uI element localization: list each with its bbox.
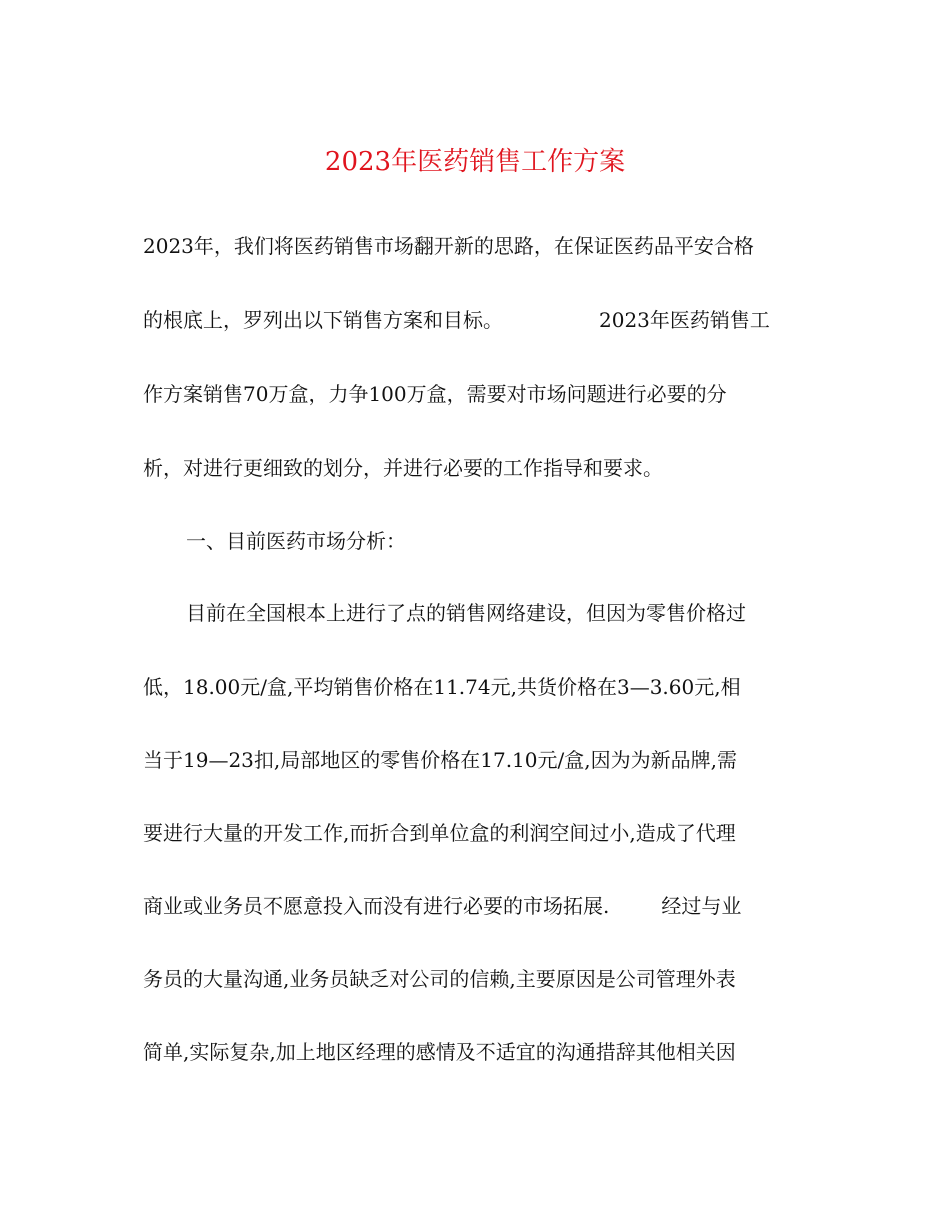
- paragraph-line-2-tail: 2023年医药销售工: [599, 308, 770, 332]
- paragraph-line-4: 析，对进行更细致的划分，并进行必要的工作指导和要求。: [143, 456, 663, 480]
- paragraph-line-10-text: 商业或业务员不愿意投入而没有进行必要的市场拓展.: [143, 894, 610, 918]
- paragraph-line-11: 务员的大量沟通,业务员缺乏对公司的信赖,主要原因是公司管理外表: [143, 967, 736, 991]
- paragraph-line-7: 低，18.00元/盒,平均销售价格在11.74元,共货价格在3—3.60元,相: [143, 675, 741, 699]
- paragraph-line-9: 要进行大量的开发工作,而折合到单位盒的利润空间过小,造成了代理: [143, 821, 736, 845]
- paragraph-line-8: 当于19—23扣,局部地区的零售价格在17.10元/盒,因为为新品牌,需: [143, 748, 737, 772]
- paragraph-line-6: 目前在全国根本上进行了点的销售网络建设，但因为零售价格过: [186, 601, 746, 625]
- paragraph-line-1: 2023年，我们将医药销售市场翻开新的思路，在保证医药品平安合格: [143, 234, 754, 258]
- paragraph-line-10-tail: 经过与业: [661, 894, 742, 918]
- paragraph-line-2: [143, 298, 803, 342]
- paragraph-line-2-text: 的根底上，罗列出以下销售方案和目标。: [143, 308, 503, 332]
- paragraph-line-12: 简单,实际复杂,加上地区经理的感情及不适宜的沟通措辞其他相关因: [143, 1040, 736, 1064]
- section-heading-1: 一、目前医药市场分析：: [186, 529, 406, 553]
- paragraph-line-3: 作方案销售70万盒，力争100万盒，需要对市场问题进行必要的分: [143, 382, 727, 406]
- paragraph-line-10: [143, 884, 803, 928]
- document-title: 2023年医药销售工作方案: [324, 147, 626, 177]
